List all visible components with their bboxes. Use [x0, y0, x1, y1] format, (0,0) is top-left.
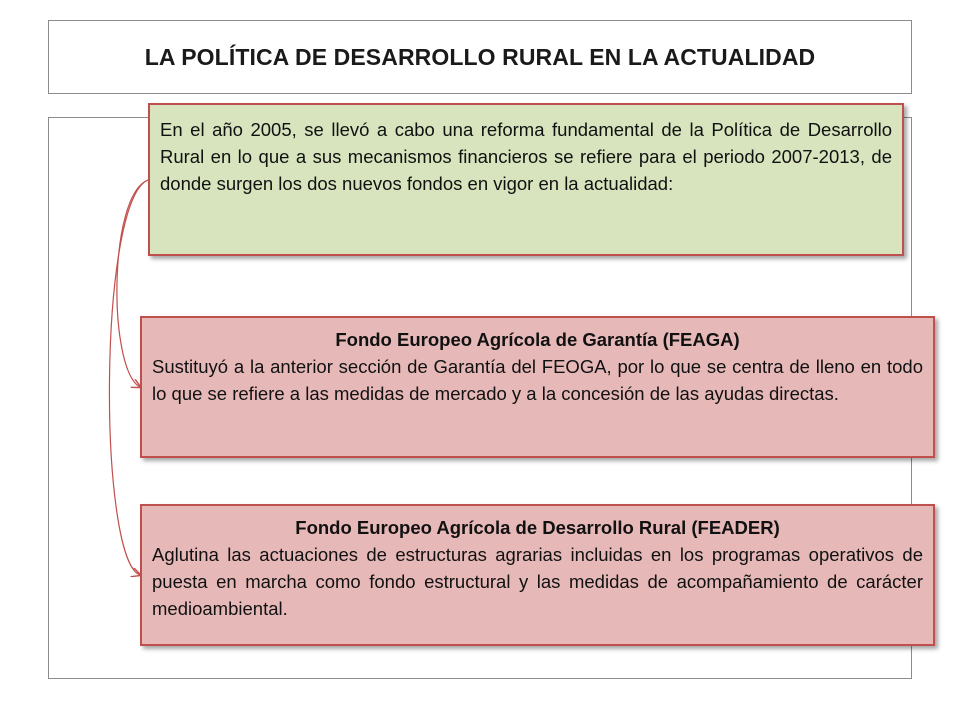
intro-box — [148, 103, 904, 256]
feader-title: Fondo Europeo Agrícola de Desarrollo Rural (FEADER) — [295, 517, 780, 538]
slide-title: LA POLÍTICA DE DESARROLLO RURAL EN LA ACTUALIDAD — [144, 43, 816, 70]
feaga-description: Sustituyó a la anterior sección de Garantía del FEOGA, por lo que se centra de lleno en todo lo que se refiere a las medidas de mercado y a la concesión de las ayudas directas. — [152, 356, 923, 404]
intro-text: En el año 2005, se llevó a cabo una reforma fundamental de la Política de Desarrollo Rural en lo que a sus mecanismos financieros se refiere para el periodo 2007-2013, de donde surgen los dos nuevos fondos en vigor en la actualidad: — [160, 119, 892, 194]
feader-box — [140, 504, 935, 646]
feaga-title: Fondo Europeo Agrícola de Garantía (FEAGA) — [335, 329, 740, 350]
feaga-box — [140, 316, 935, 458]
feader-description: Aglutina las actuaciones de estructuras agrarias incluidas en los programas operativos de puesta en marcha como fondo estructural y las medidas de acompañamiento de carácter medioambiental. — [152, 544, 923, 619]
